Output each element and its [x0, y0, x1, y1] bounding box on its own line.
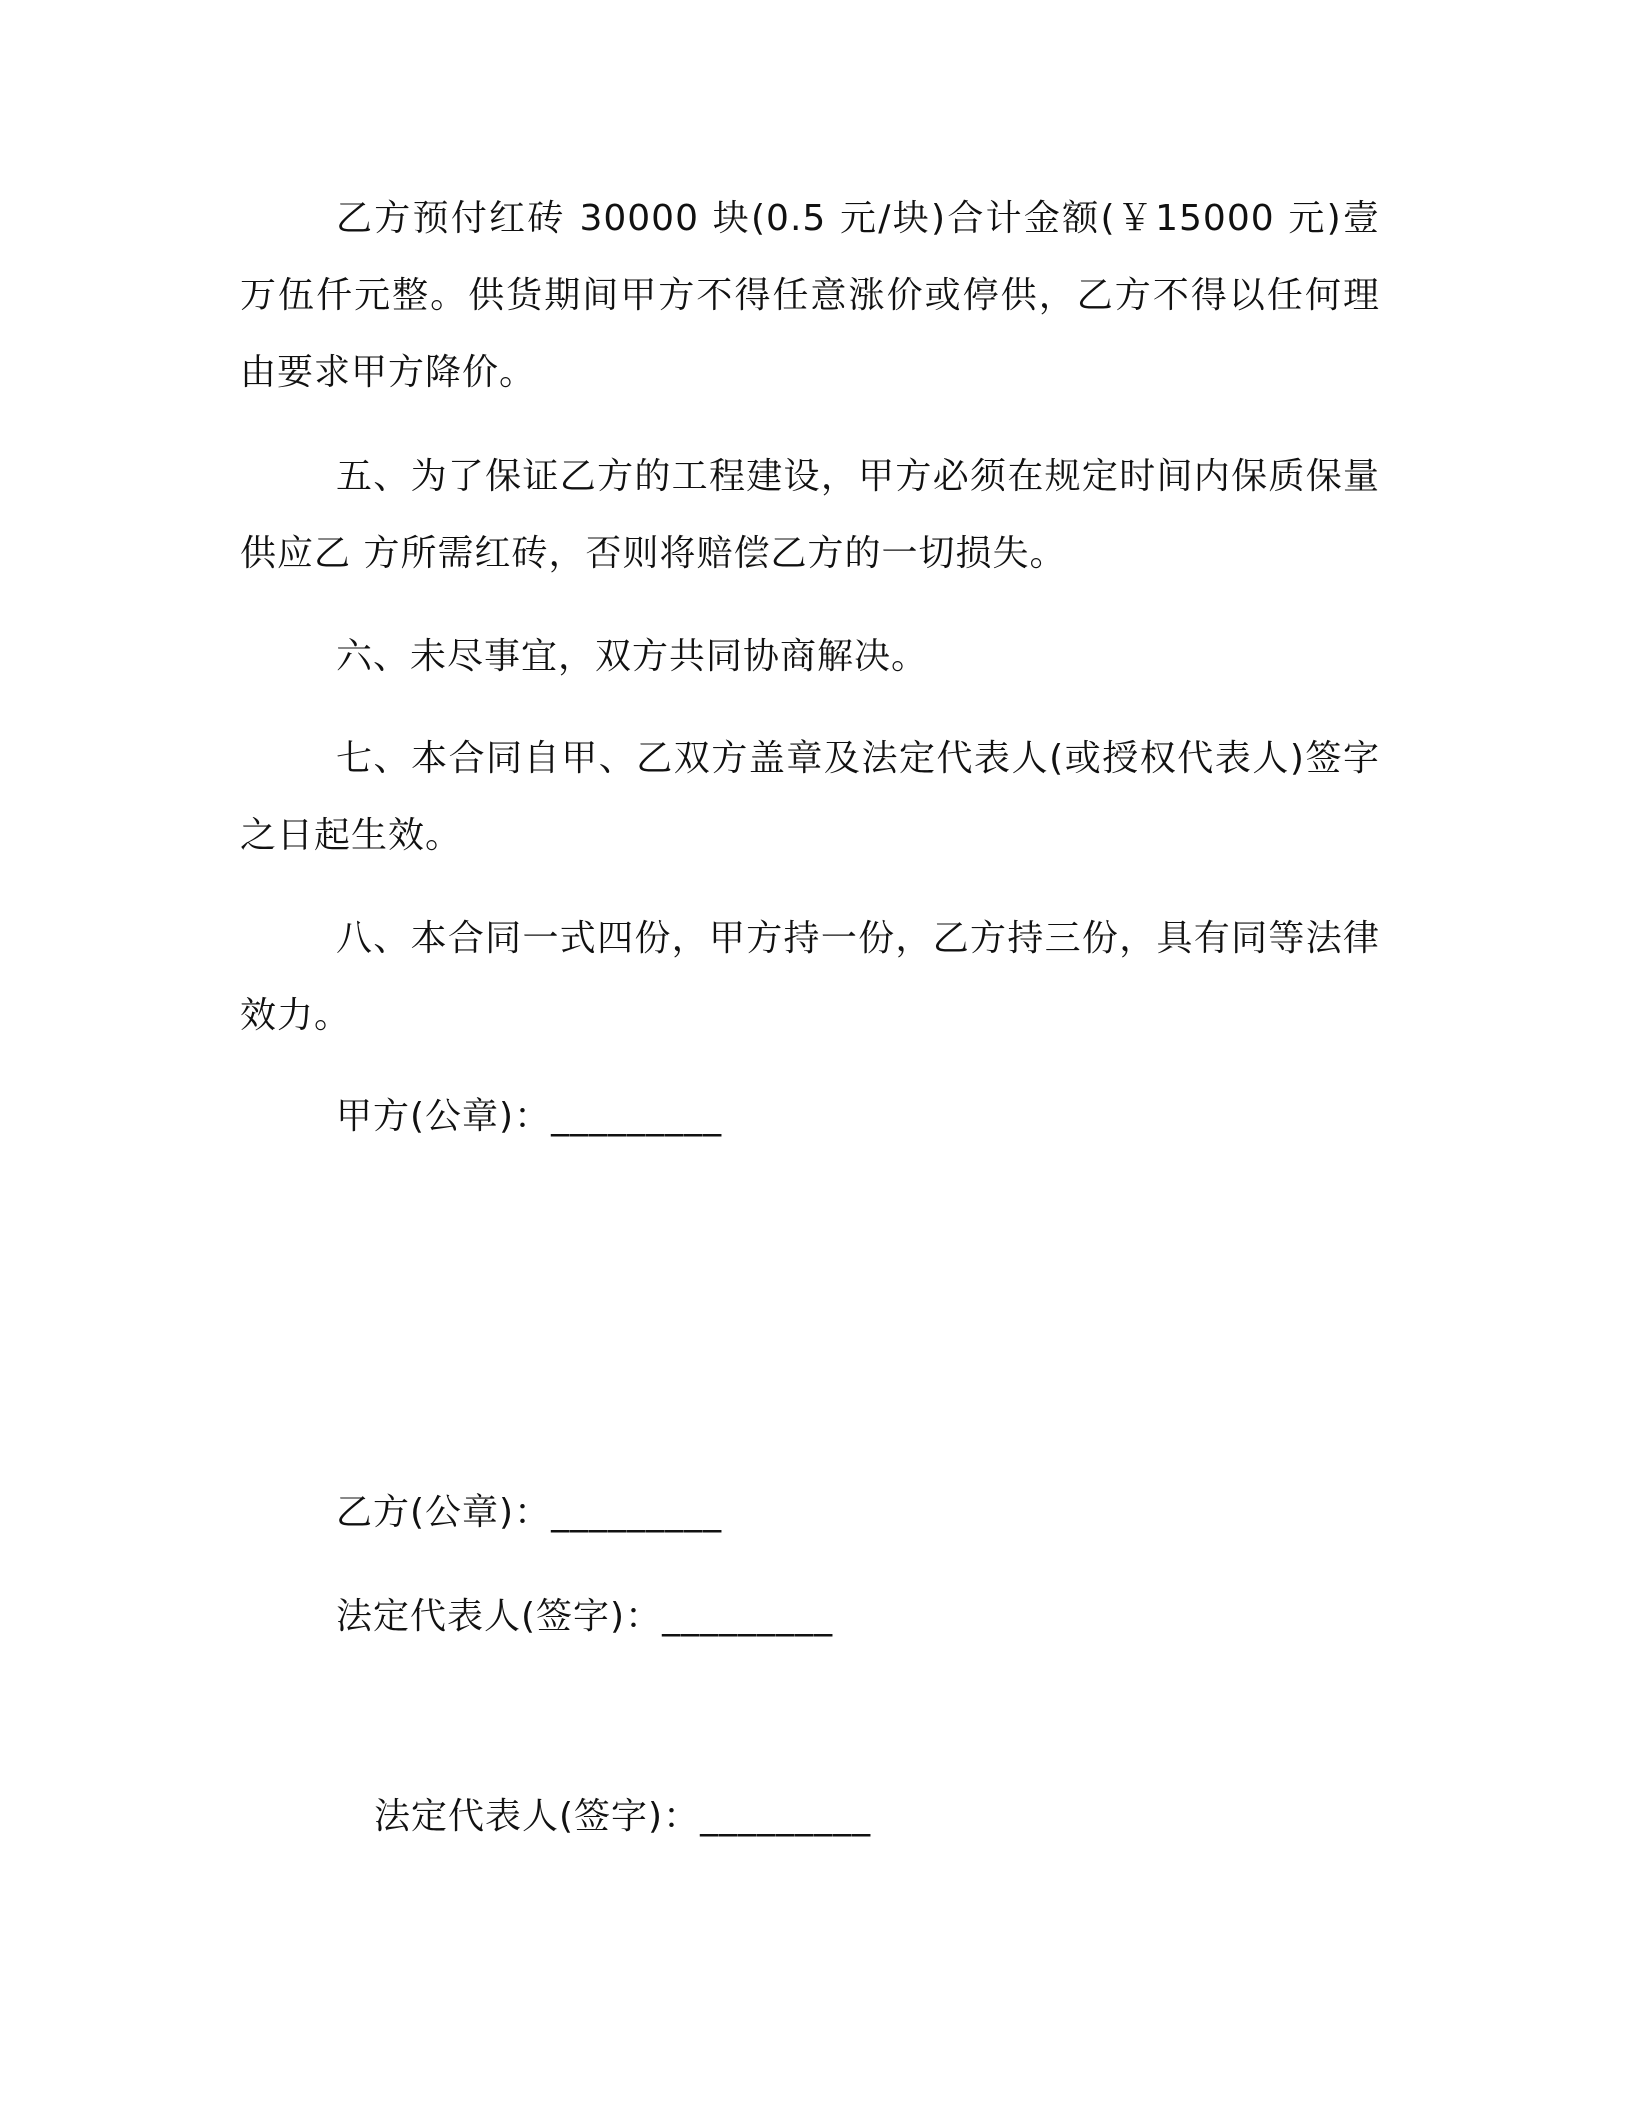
- party-b-seal-line: 乙方(公章)：_________: [336, 1492, 723, 1533]
- legal-representative-signature-line: 法定代表人(签字)：_________: [336, 1596, 834, 1637]
- paragraph-clause-5: 五、为了保证乙方的工程建设，甲方必须在规定时间内保质保量供应乙 方所需红砖，否则将赔偿乙方的一切损失。: [240, 456, 1380, 574]
- paragraph-clause-6: 六、未尽事宜，双方共同协商解决。: [336, 636, 929, 677]
- paragraph-clause-8: 八、本合同一式四份，甲方持一份，乙方持三份，具有同等法律效力。: [240, 918, 1380, 1036]
- paragraph-prepayment: 乙方预付红砖 30000 块(0.5 元/块)合计金额(￥15000 元)壹万伍仟元整。供货期间甲方不得任意涨价或停供，乙方不得以任何理由要求甲方降价。: [240, 198, 1380, 393]
- paragraph-clause-7: 七、本合同自甲、乙双方盖章及法定代表人(或授权代表人)签字之日起生效。: [240, 738, 1380, 856]
- legal-representative-signature-line-2: 法定代表人(签字)：_________: [374, 1796, 872, 1837]
- party-a-seal-line: 甲方(公章)：_________: [336, 1096, 723, 1137]
